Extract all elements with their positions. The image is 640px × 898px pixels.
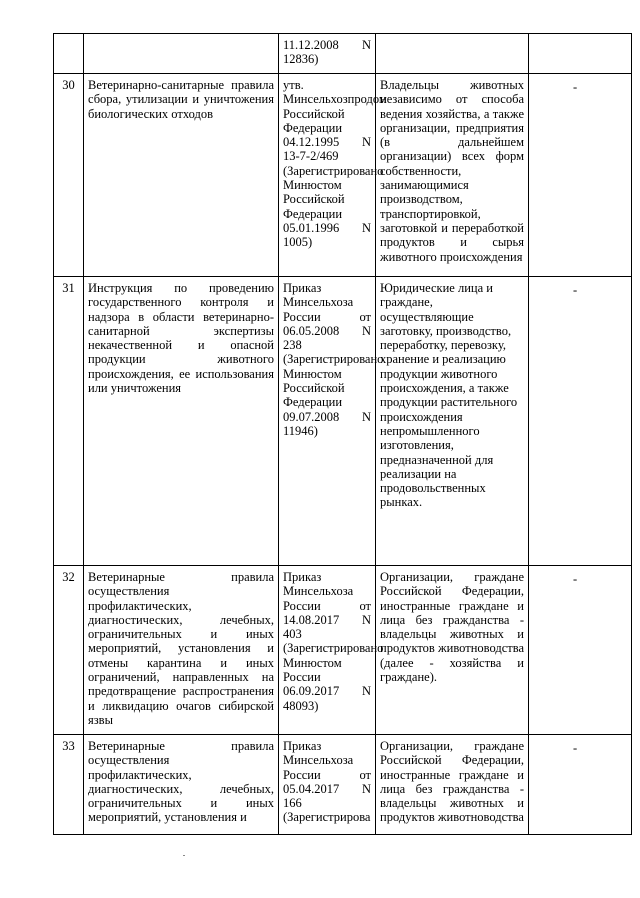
- subjects-cell: Организации, граждане Российской Федерации, иностранные граждане и лица без гражданства - владельцы животных и продуктов животноводства (далее - хозяйства и граждане).: [376, 566, 529, 735]
- act-reference: 11.12.2008 N 12836): [279, 34, 376, 74]
- row-number: 30: [54, 74, 84, 277]
- subjects-cell: Организации, граждане Российской Федерации, иностранные граждане и лица без гражданства - владельцы животных и продуктов животноводства: [376, 735, 529, 835]
- table-row: [54, 277, 632, 566]
- regulations-table: [53, 33, 632, 835]
- row-number: [54, 34, 84, 74]
- act-title: Ветеринарно-санитарные правила сбора, утилизации и уничтожения биологических отходов: [84, 74, 279, 277]
- row-number: 31: [54, 277, 84, 566]
- dash-mark: -: [573, 741, 578, 755]
- dash-mark: -: [573, 80, 578, 94]
- table-row: [54, 74, 632, 277]
- scan-artifact: [183, 855, 185, 856]
- subjects-cell: [376, 34, 529, 74]
- extra-cell: [529, 34, 632, 74]
- row-number: 33: [54, 735, 84, 835]
- extra-cell: [529, 277, 632, 566]
- extra-cell: [529, 566, 632, 735]
- row-number: 32: [54, 566, 84, 735]
- extra-cell: [529, 735, 632, 835]
- act-reference: Приказ Минсельхоза России от 14.08.2017 N 403 (Зарегистрировано Минюстом России 06.09.2017 N 48093): [279, 566, 376, 735]
- subjects-cell: Юридические лица и граждане, осуществляющие заготовку, производство, переработку, перевозку, хранение и реализацию продукции животного происхождения, а также продукции растительного происхождения непромышленного изготовления, предназначенной для реализации на продовольственных рынках.: [376, 277, 529, 566]
- act-reference: утв. Минсельхозпродом Российской Федерации 04.12.1995 N 13-7-2/469 (Зарегистрировано Минюстом Российской Федерации 05.01.1996 N 1005): [279, 74, 376, 277]
- act-title: [84, 34, 279, 74]
- table-row: [54, 34, 632, 74]
- table-row: [54, 566, 632, 735]
- act-title: Инструкция по проведению государственного контроля и надзора в области ветеринарно-санитарной экспертизы некачественной и опасной продукции животного происхождения, ее использования или уничтожения: [84, 277, 279, 566]
- act-reference: Приказ Минсельхоза России от 06.05.2008 N 238 (Зарегистрировано Минюстом Российской Федерации 09.07.2008 N 11946): [279, 277, 376, 566]
- act-title: Ветеринарные правила осуществления профилактических, диагностических, лечебных, ограничительных и иных мероприятий, установления и: [84, 735, 279, 835]
- act-reference: Приказ Минсельхоза России от 05.04.2017 N 166 (Зарегистрирова: [279, 735, 376, 835]
- dash-mark: -: [573, 572, 578, 586]
- table-row: [54, 735, 632, 835]
- act-title: Ветеринарные правила осуществления профилактических, диагностических, лечебных, ограничительных и иных мероприятий, установления и отмены карантина и иных ограничений, направленных на предотвращение распространения и ликвидацию очагов сибирской язвы: [84, 566, 279, 735]
- extra-cell: [529, 74, 632, 277]
- subjects-cell: Владельцы животных независимо от способа ведения хозяйства, а также организации, предприятия (в дальнейшем организации) всех форм собственности, занимающимися производством, транспортировкой, заготовкой и переработкой продуктов и сырья животного происхождения: [376, 74, 529, 277]
- dash-mark: -: [573, 283, 578, 297]
